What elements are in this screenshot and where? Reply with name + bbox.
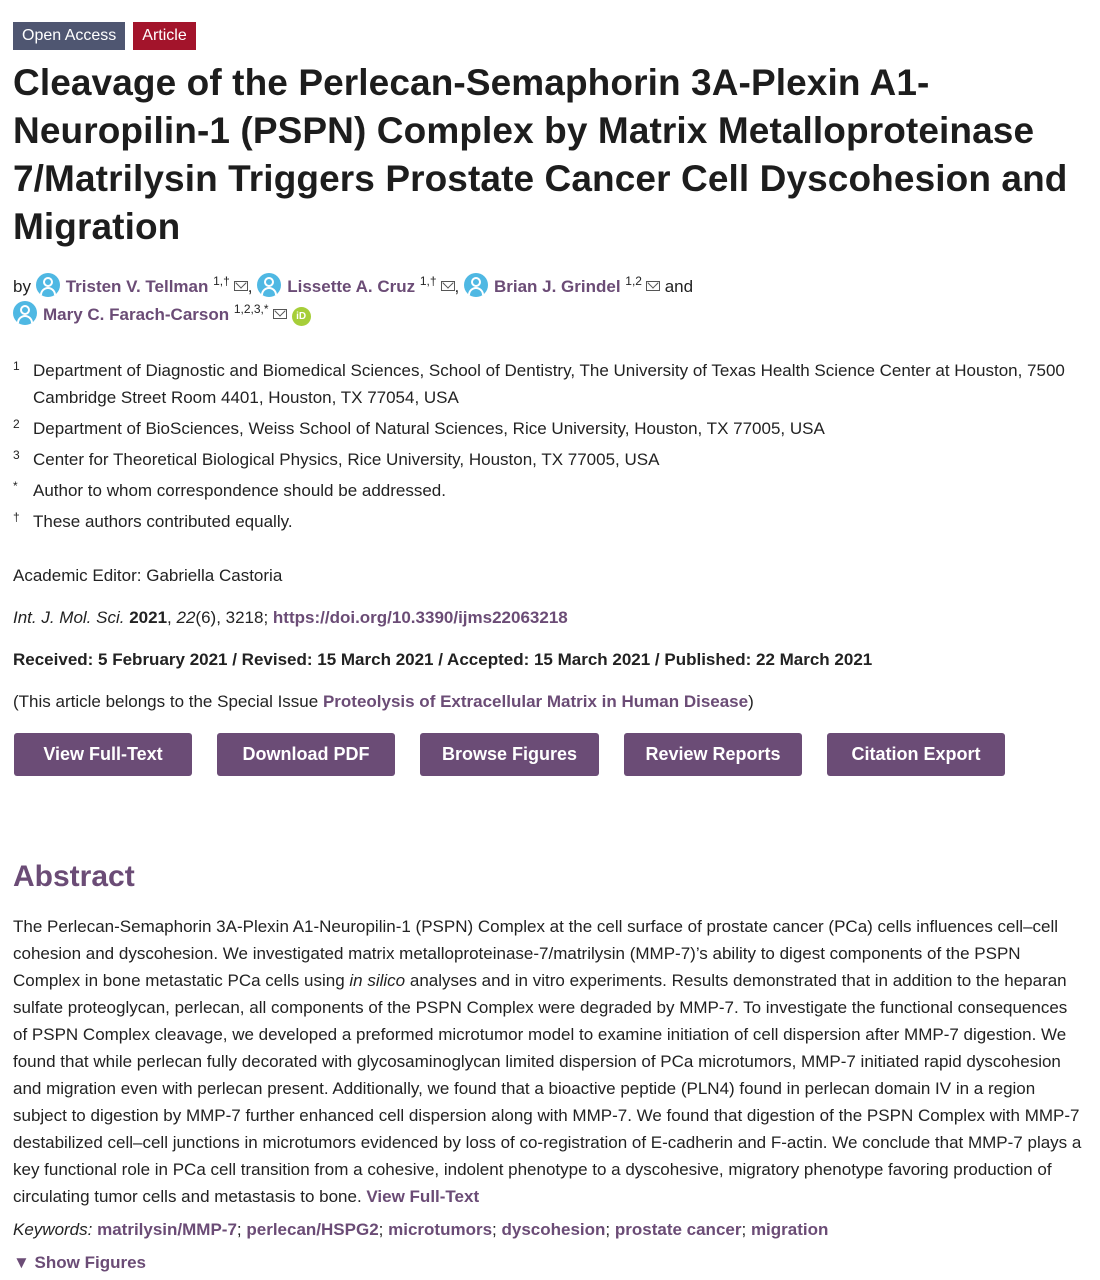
special-issue-prefix: (This article belongs to the Special Issue	[13, 692, 323, 711]
affiliation-item	[13, 357, 1086, 411]
affiliation-mark: 3	[13, 448, 20, 462]
keyword-link[interactable]: matrilysin/MMP-7	[97, 1220, 237, 1239]
academic-editor: Academic Editor: Gabriella Castoria	[13, 566, 283, 585]
author-profile-icon[interactable]	[13, 301, 37, 325]
keyword-link[interactable]: prostate cancer	[614, 1220, 742, 1239]
citation-year: 2021	[129, 608, 168, 627]
keywords-label: Keywords:	[13, 1220, 93, 1239]
journal-name: Int. J. Mol. Sci.	[13, 608, 125, 627]
keyword-link[interactable]: dyscohesion	[501, 1220, 606, 1239]
citation-volume: 22	[176, 608, 196, 627]
author-name[interactable]: Lissette A. Cruz	[287, 277, 416, 296]
affiliation-text: These authors contributed equally.	[33, 512, 293, 531]
author-list: by Tristen V. Tellman $^{1,\dagger}$ , Lissette A. Cruz $^{1,\dagger}$ , Brian J. Grindel $^{1,2}$ and Mary C. Farach-Carson $^{1,2,3,*}$iD	[13, 274, 694, 324]
author-affiliation-marks: 1,†	[419, 274, 437, 288]
special-issue-note	[13, 691, 1086, 713]
author-profile-icon[interactable]	[464, 273, 488, 297]
email-icon[interactable]	[441, 281, 455, 291]
citation-issue-pages: (6), 3218;	[195, 608, 269, 627]
citation-export-button[interactable]: Citation Export	[827, 733, 1005, 776]
keywords: Keywords: matrilysin/MMP-7; perlecan/HSPG2; microtumors; dyscohesion; prostate cancer; migration	[13, 1220, 829, 1239]
special-issue-suffix: )	[748, 692, 754, 711]
publication-dates: Received: 5 February 2021 / Revised: 15 March 2021 / Accepted: 15 March 2021 / Published: 22 March 2021	[13, 650, 873, 669]
abstract-full-text-link[interactable]: View Full-Text	[366, 1187, 480, 1206]
affiliation-text: Department of Diagnostic and Biomedical Sciences, School of Dentistry, The University of Texas Health Science Center at Houston, 7500 Cambridge Street Room 4401, Houston, TX 77054, USA	[33, 361, 1065, 407]
abstract-heading: Abstract	[13, 860, 135, 893]
author-name[interactable]: Tristen V. Tellman	[65, 277, 209, 296]
show-figures-toggle[interactable]: ▼ Show Figures	[13, 1253, 147, 1272]
open-access-badge[interactable]: Open Access	[13, 22, 125, 50]
abstract-part-1: The Perlecan-Semaphorin 3A-Plexin A1-Neuropilin-1 (PSPN) Complex at the cell surface of prostate cancer (PCa) cells influences cell–cell cohesion and dyscohesion. We investigated matrix metalloproteinase-7/matrilysin (MMP-7)’s ability to digest components of the PSPN Complex in bone metastatic PCa cells using	[13, 917, 1059, 990]
affiliation-item	[13, 446, 1086, 473]
article-type-badge: Article	[133, 22, 195, 50]
affiliation-text: Department of BioSciences, Weiss School of Natural Sciences, Rice University, Houston, TX 77005, USA	[33, 419, 825, 438]
affiliation-mark: 1	[13, 359, 20, 373]
author-affiliation-marks: 1,†	[213, 274, 230, 288]
doi-link[interactable]: https://doi.org/10.3390/ijms22063218	[272, 608, 568, 627]
author-name[interactable]: Mary C. Farach-Carson	[43, 305, 230, 324]
by-label: by	[13, 277, 31, 296]
abstract-part-2: analyses and in vitro experiments. Results demonstrated that in addition to the heparan sulfate proteoglycan, perlecan, all components of the PSPN Complex were degraded by MMP-7. To investigate the functional consequences of PSPN Complex cleavage, we developed a preformed microtumor model to examine initiation of cell dispersion after MMP-7 digestion. We found that while perlecan fully decorated with glycosaminoglycan limited dispersion of PCa microtumors, MMP-7 initiated rapid dyscohesion and migration even with perlecan present. Additionally, we found that a bioactive peptide (PLN4) found in perlecan domain IV in a region subject to digestion by MMP-7 further enhanced cell dispersion along with MMP-7. We found that digestion of the PSPN Complex with MMP-7 destabilized cell–cell junctions in microtumors evidenced by loss of co-registration of E-cadherin and F-actin. We conclude that MMP-7 plays a key functional role in PCa cell transition from a cohesive, indolent phenotype to a dyscohesive, migratory phenotype favoring production of circulating tumor cells and metastasis to bone.	[13, 971, 1082, 1206]
download-pdf-button[interactable]: Download PDF	[217, 733, 395, 776]
citation-line: Int. J. Mol. Sci. 2021, 22(6), 3218; https://doi.org/10.3390/ijms22063218	[13, 608, 568, 627]
author-profile-icon[interactable]	[257, 273, 281, 297]
author-affiliation-marks: 1,2	[625, 274, 642, 288]
orcid-icon[interactable]: iD	[292, 307, 311, 326]
author-profile-icon[interactable]	[36, 273, 60, 297]
affiliations	[13, 357, 1086, 535]
affiliation-mark: 2	[13, 417, 20, 431]
view-full-text-button[interactable]: View Full-Text	[14, 733, 192, 776]
affiliation-item	[13, 508, 1086, 535]
keyword-link[interactable]: perlecan/HSPG2	[246, 1220, 379, 1239]
special-issue-link[interactable]: Proteolysis of Extracellular Matrix in Human Disease	[322, 692, 749, 711]
affiliation-text: Author to whom correspondence should be addressed.	[33, 481, 446, 500]
author-name[interactable]: Brian J. Grindel	[493, 277, 621, 296]
affiliation-item	[13, 477, 1086, 504]
affiliation-mark: *	[13, 479, 18, 493]
article-title: Cleavage of the Perlecan-Semaphorin 3A-Plexin A1-Neuropilin-1 (PSPN) Complex by Matrix Metalloproteinase 7/Matrilysin Triggers Prostate Cancer Cell Dyscohesion and Migration	[13, 62, 1068, 247]
keyword-link[interactable]: microtumors	[388, 1220, 493, 1239]
keyword-link[interactable]: migration	[750, 1220, 829, 1239]
affiliation-item	[13, 415, 1086, 442]
review-reports-button[interactable]: Review Reports	[624, 733, 802, 776]
browse-figures-button[interactable]: Browse Figures	[420, 733, 599, 776]
abstract-text	[13, 913, 1086, 1210]
author-affiliation-marks: 1,2,3,*	[233, 302, 269, 316]
badges	[13, 22, 1086, 50]
and-label: and	[664, 277, 694, 296]
affiliation-text: Center for Theoretical Biological Physics, Rice University, Houston, TX 77005, USA	[33, 450, 660, 469]
email-icon[interactable]	[273, 309, 287, 319]
affiliation-mark: †	[13, 510, 20, 524]
email-icon[interactable]	[646, 281, 660, 291]
action-buttons	[13, 733, 1086, 776]
email-icon[interactable]	[234, 281, 248, 291]
abstract-italic: in silico	[349, 971, 406, 990]
